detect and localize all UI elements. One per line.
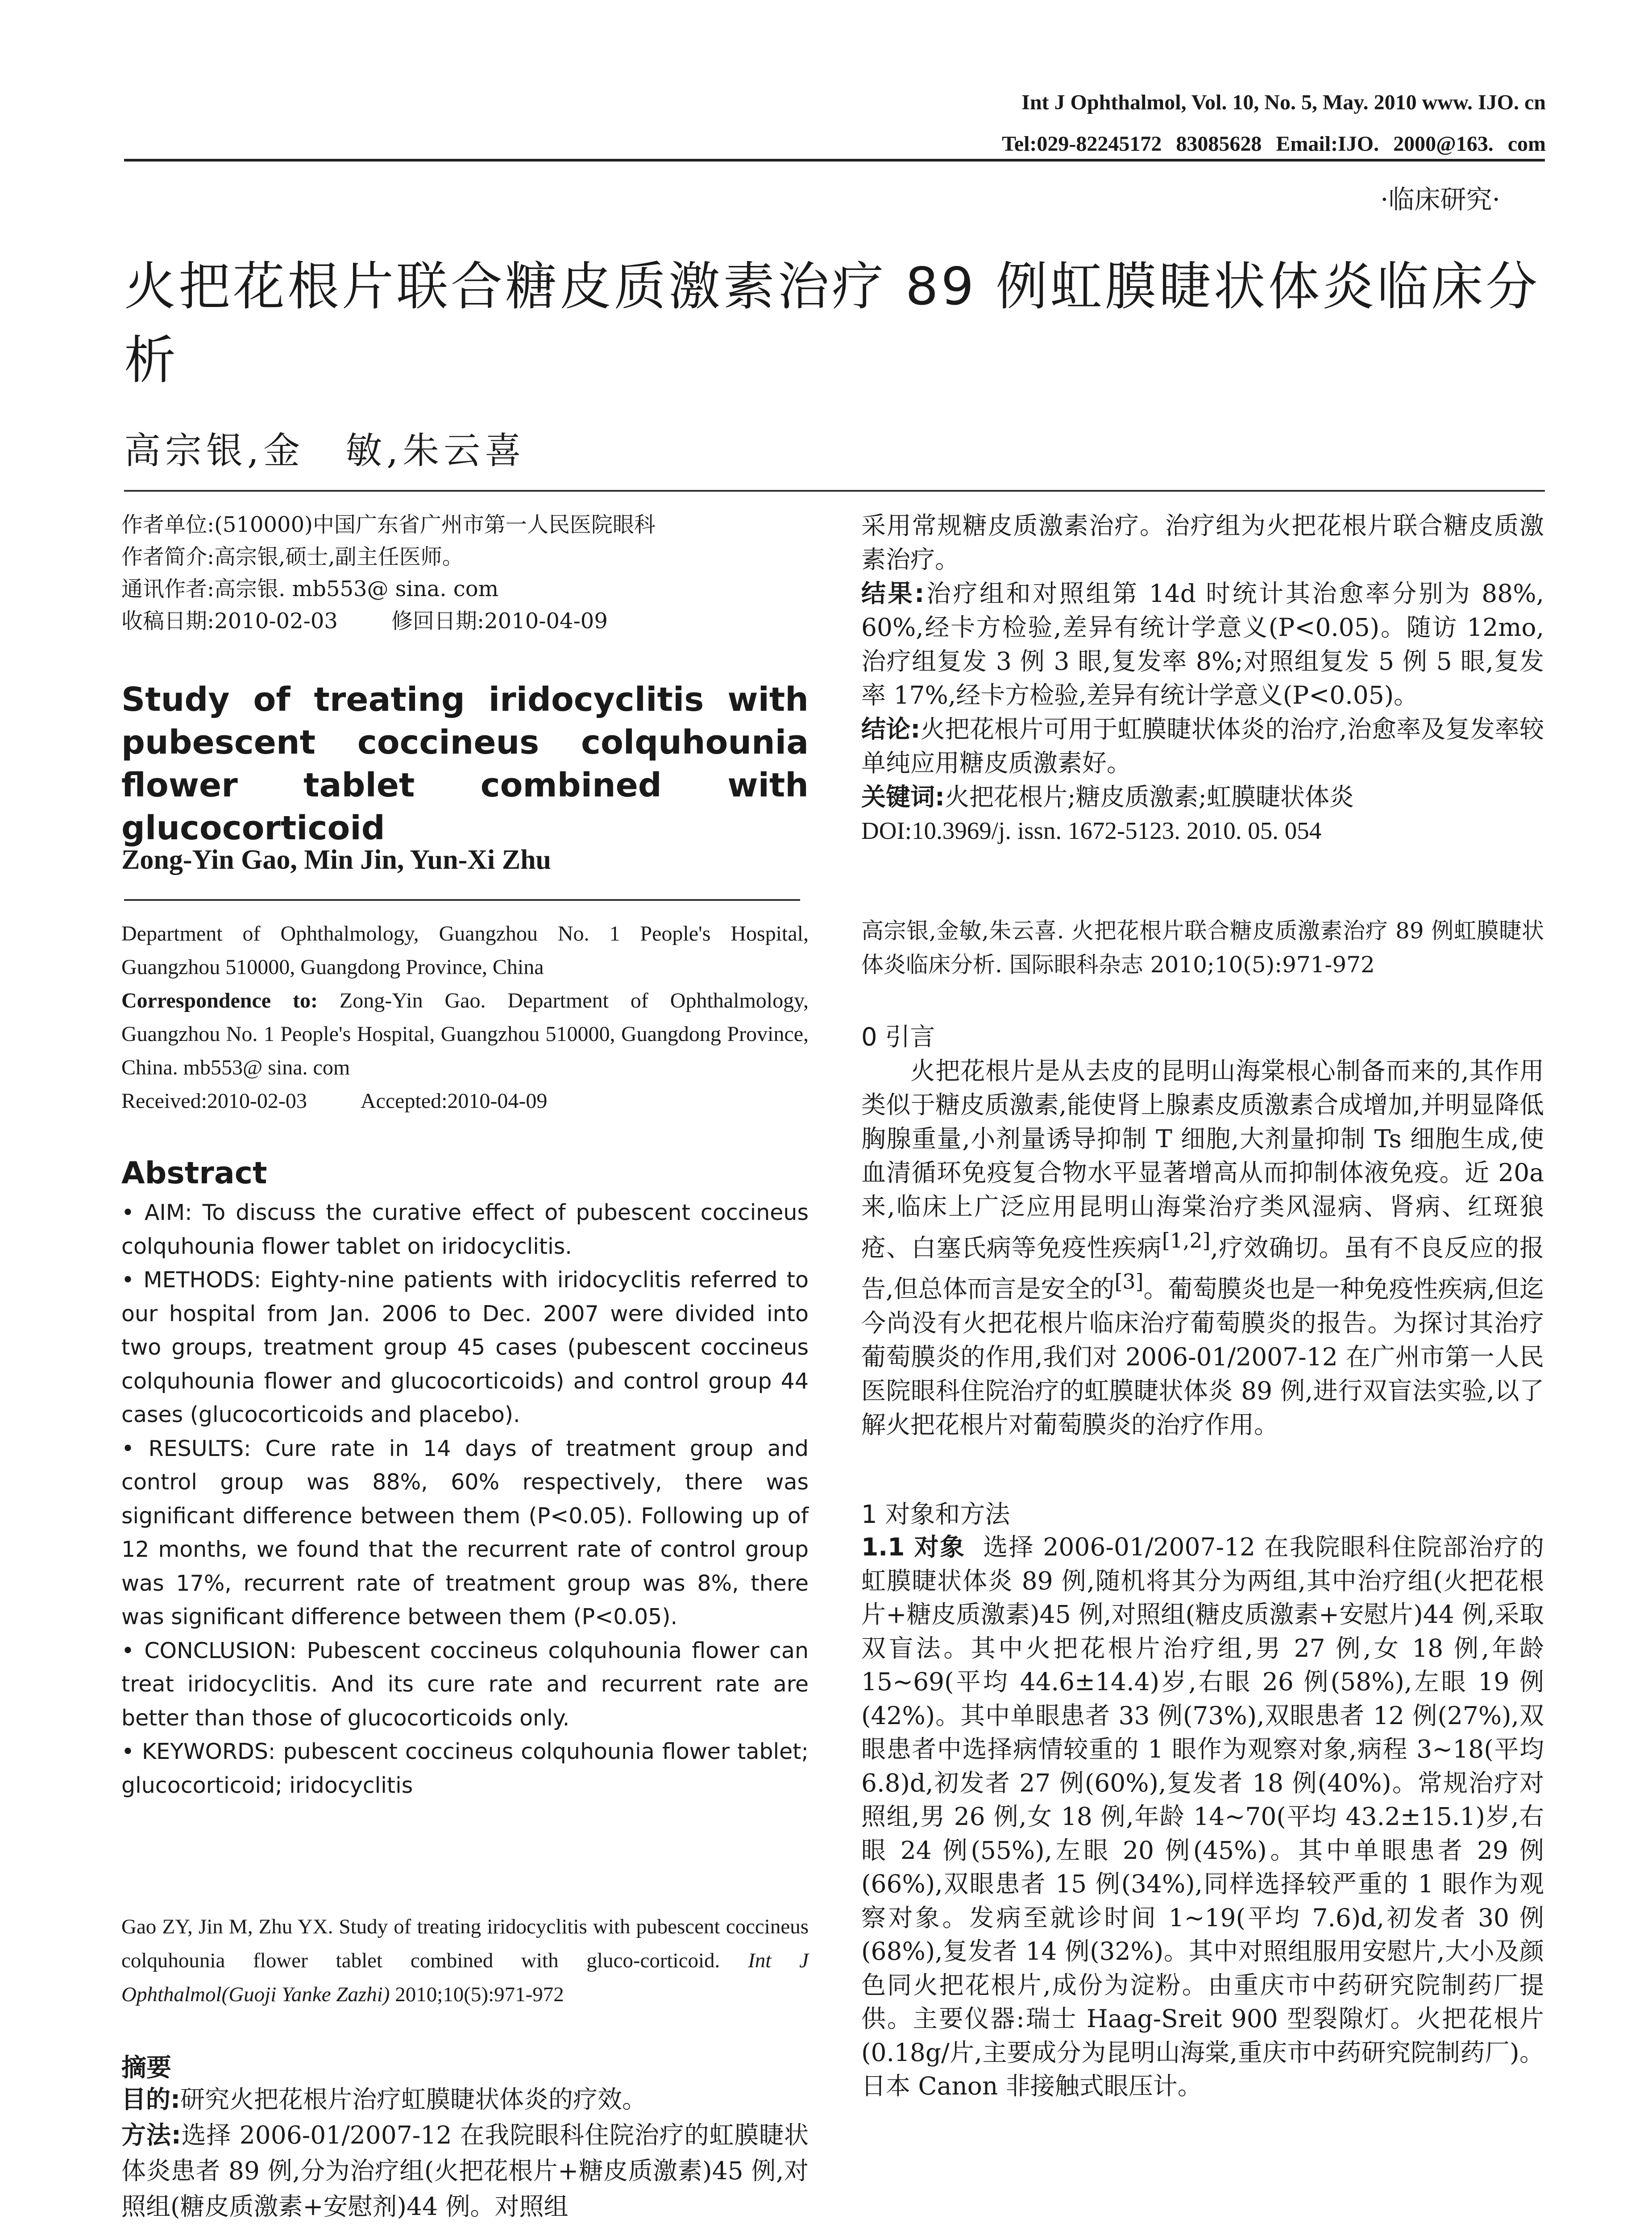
intro-text-2: ,疗效确切。虽有不良反应的报告,但总体而言是安全的 — [861, 1233, 1544, 1303]
intro-heading: 0 引言 — [861, 1023, 935, 1052]
english-affiliation — [121, 917, 809, 1118]
english-correspondence — [121, 984, 809, 1084]
zh-aim-label: 目的: — [121, 2085, 180, 2114]
zh-methods-text: 选择 2006-01/2007-12 在我院眼科住院治疗的虹膜睫状体炎患者 89 例,分为治疗组(火把花根片+糖皮质激素)45 例,对照组(糖皮质激素+安慰剂)44 例。对照组 — [121, 2121, 809, 2221]
affiliation-unit: 作者单位:(510000)中国广东省广州市第一人民医院眼科 — [121, 512, 656, 537]
zh-conclusion — [861, 712, 1544, 780]
title-rule — [124, 490, 1545, 492]
english-authors-rule — [124, 899, 800, 901]
received-date: 收稿日期:2010-02-03 — [121, 609, 338, 634]
intro-ref-1: [1,2] — [1162, 1228, 1211, 1252]
english-accepted: Accepted:2010-04-09 — [360, 1089, 548, 1113]
citation-journal: Int J Ophthalmol(Guoji Yanke Zazhi) — [121, 1949, 809, 2006]
abstract-keywords: • KEYWORDS: pubescent coccineus colquhounia flower tablet; glucocorticoid; iridocyclitis — [121, 1739, 809, 1798]
zh-conclusion-text: 火把花根片可用于虹膜睫状体炎的治疗,治愈率及复发率较单纯应用糖皮质激素好。 — [861, 715, 1544, 777]
abstract-results: • RESULTS: Cure rate in 14 days of treatment group and control group was 88%, 60% respectively, there was significant difference between them (P<0.05). Following up of 12 months, we found that the recurrent rate of control group was 17%, recurrent rate of treatment group was 8%, there was significant difference between them (P<0.05). — [121, 1435, 809, 1630]
zh-methods-label: 方法: — [121, 2121, 181, 2149]
journal-header-line2: Tel:029-82245172 83085628 Email:IJO. 2000@163. com — [1002, 132, 1546, 156]
chinese-citation: 高宗银,金敏,朱云喜. 火把花根片联合糖皮质激素治疗 89 例虹膜睫状体炎临床分析. 国际眼科杂志 2010;10(5):971-972 — [861, 918, 1544, 978]
methods-paragraph — [861, 1530, 1544, 2103]
intro-text-1: 火把花根片是从去皮的昆明山海棠根心制备而来的,其作用类似于糖皮质激素,能使肾上腺素皮质激素合成增加,并明显降低胸腺重量,小剂量诱导抑制 T 细胞,大剂量抑制 Ts 细胞生成,使血清循环免疫复合物水平显著增高从而抑制体液免疫。近 20a 来,临床上广泛应用昆明山海棠治疗类风湿病、肾病、红斑狼疮、白塞氏病等免疫性疾病 — [861, 1057, 1544, 1262]
english-authors: Zong-Yin Gao, Min Jin, Yun-Xi Zhu — [121, 845, 552, 875]
abstract-conclusion: • CONCLUSION: Pubescent coccineus colquhounia flower can treat iridocyclitis. And its cure rate and recurrent rate are better than those of glucocorticoids only. — [121, 1638, 809, 1731]
chinese-abstract — [121, 2082, 809, 2224]
zh-keywords — [861, 780, 1544, 814]
intro-text-3: 。葡萄膜炎也是一种免疫性疾病,但迄今尚没有火把花根片临床治疗葡萄膜炎的报告。为探讨其治疗葡萄膜炎的作用,我们对 2006-01/2007-12 在广州市第一人民医院眼科住院治疗的虹膜睫状体炎 89 例,进行双盲法实验,以了解火把花根片对葡萄膜炎的治疗作用。 — [861, 1274, 1544, 1439]
article-authors: 高宗银,金 敏,朱云喜 — [124, 430, 526, 472]
doi: DOI:10.3969/j. issn. 1672-5123. 2010. 05. 054 — [861, 817, 1322, 844]
introduction — [861, 1054, 1544, 1442]
chinese-abstract-continued — [861, 509, 1544, 848]
zh-keywords-label: 关键词: — [861, 783, 945, 811]
english-title: Study of treating iridocyclitis with pubescent coccineus colquhounia flower tablet combined with glucocorticoid — [121, 680, 809, 847]
zh-results-text: 治疗组和对照组第 14d 时统计其治愈率分别为 88%, 60%,经卡方检验,差异有统计学意义(P<0.05)。随访 12mo,治疗组复发 3 例 3 眼,复发率 8%;对照组复发 5 例 5 眼,复发率 17%,经卡方检验,差异有统计学意义(P<0.05)。 — [861, 579, 1544, 709]
abstract-heading: Abstract — [121, 1156, 267, 1191]
affiliation-contact: 通讯作者:高宗银. mb553@ sina. com — [121, 576, 499, 601]
correspondence-label: Correspondence to: — [121, 989, 318, 1012]
article-title: 火把花根片联合糖皮质激素治疗 89 例虹膜睫状体炎临床分析 — [124, 257, 1540, 390]
journal-header-line1: Int J Ophthalmol, Vol. 10, No. 5, May. 2010 www. IJO. cn — [1021, 91, 1546, 114]
abstract-methods: • METHODS: Eighty-nine patients with iridocyclitis referred to our hospital from Jan. 2006 to Dec. 2007 were divided into two groups, treatment group 45 cases (pubescent coccineus colquhounia flower and glucocorticoids) and control group 44 cases (glucocorticoids and placebo). — [121, 1267, 809, 1427]
zh-aim-text: 研究火把花根片治疗虹膜睫状体炎的疗效。 — [180, 2085, 647, 2114]
english-received: Received:2010-02-03 — [121, 1089, 307, 1113]
methods-heading: 1 对象和方法 — [861, 1500, 1010, 1529]
zh-results-label: 结果: — [861, 579, 925, 608]
affiliation-bio: 作者简介:高宗银,硕士,副主任医师。 — [121, 544, 464, 569]
section-label: ·临床研究· — [1380, 184, 1500, 215]
author-affiliation — [121, 509, 809, 637]
citation-text: Gao ZY, Jin M, Zhu YX. Study of treating iridocyclitis with pubescent coccineus colquhounia flower tablet combined with gluco-corticoid. — [121, 1915, 809, 1972]
affiliation-dates — [121, 605, 809, 637]
zh-conclusion-label: 结论: — [861, 715, 921, 743]
correspondence-text: Zong-Yin Gao. Department of Ophthalmology, Guangzhou No. 1 People's Hospital, Guangzhou 510000, Guangdong Province, China. mb553@ sina. com — [121, 989, 809, 1079]
zh-aim — [121, 2082, 809, 2117]
revised-date: 修回日期:2010-04-09 — [391, 609, 608, 634]
methods-text: 选择 2006-01/2007-12 在我院眼科住院部治疗的虹膜睫状体炎 89 例,随机将其分为两组,其中治疗组(火把花根片+糖皮质激素)45 例,对照组(糖皮质激素+安慰片)44 例,采取双盲法。其中火把花根片治疗组,男 27 例,女 18 例,年龄 15~69(平均 44.6±14.4)岁,右眼 26 例(58%),左眼 19 例(42%)。其中单眼患者 33 例(73%),双眼患者 12 例(27%),双眼患者中选择病情较重的 1 眼作为观察对象,病程 3~18(平均 6.8)d,初发者 27 例(60%),复发者 18 例(40%)。常规治疗对照组,男 26 例,女 18 例,年龄 14~70(平均 43.2±15.1)岁,右眼 24 例(55%),左眼 20 例(45%)。其中单眼患者 29 例(66%),双眼患者 15 例(34%),同样选择较严重的 1 眼作为观察对象。发病至就诊时间 1~19(平均 7.6)d,初发者 30 例(68%),复发者 14 例(32%)。其中对照组服用安慰片,大小及颜色同火把花根片,成份为淀粉。由重庆市中药研究院制药厂提供。主要仪器:瑞士 Haag-Sreit 900 型裂隙灯。火把花根片(0.18g/片,主要成分为昆明山海棠,重庆市中药研究院制药厂)。日本 Canon 非接触式眼压计。 — [861, 1533, 1544, 2100]
abstract-aim: • AIM: To discuss the curative effect of pubescent coccineus colquhounia flower tablet on iridocyclitis. — [121, 1200, 809, 1259]
zh-results — [861, 576, 1544, 712]
chinese-abstract-heading: 摘要 — [121, 2053, 171, 2082]
intro-ref-2: [3] — [1114, 1269, 1144, 1294]
english-citation — [121, 1910, 809, 2011]
english-abstract — [121, 1196, 809, 1802]
zh-methods — [121, 2117, 809, 2224]
methods-subheading: 1.1 对象 — [861, 1533, 966, 1561]
intro-paragraph — [861, 1054, 1544, 1442]
english-department: Department of Ophthalmology, Guangzhou No. 1 People's Hospital, Guangzhou 510000, Guangdong Province, China — [121, 922, 809, 979]
citation-ref: 2010;10(5):971-972 — [390, 1983, 564, 2006]
header-rule — [124, 159, 1545, 162]
methods-section — [861, 1530, 1544, 2103]
zh-keywords-text: 火把花根片;糖皮质激素;虹膜睫状体炎 — [945, 783, 1354, 811]
zh-methods-cont: 采用常规糖皮质激素治疗。治疗组为火把花根片联合糖皮质激素治疗。 — [861, 511, 1544, 574]
english-dates — [121, 1084, 809, 1118]
